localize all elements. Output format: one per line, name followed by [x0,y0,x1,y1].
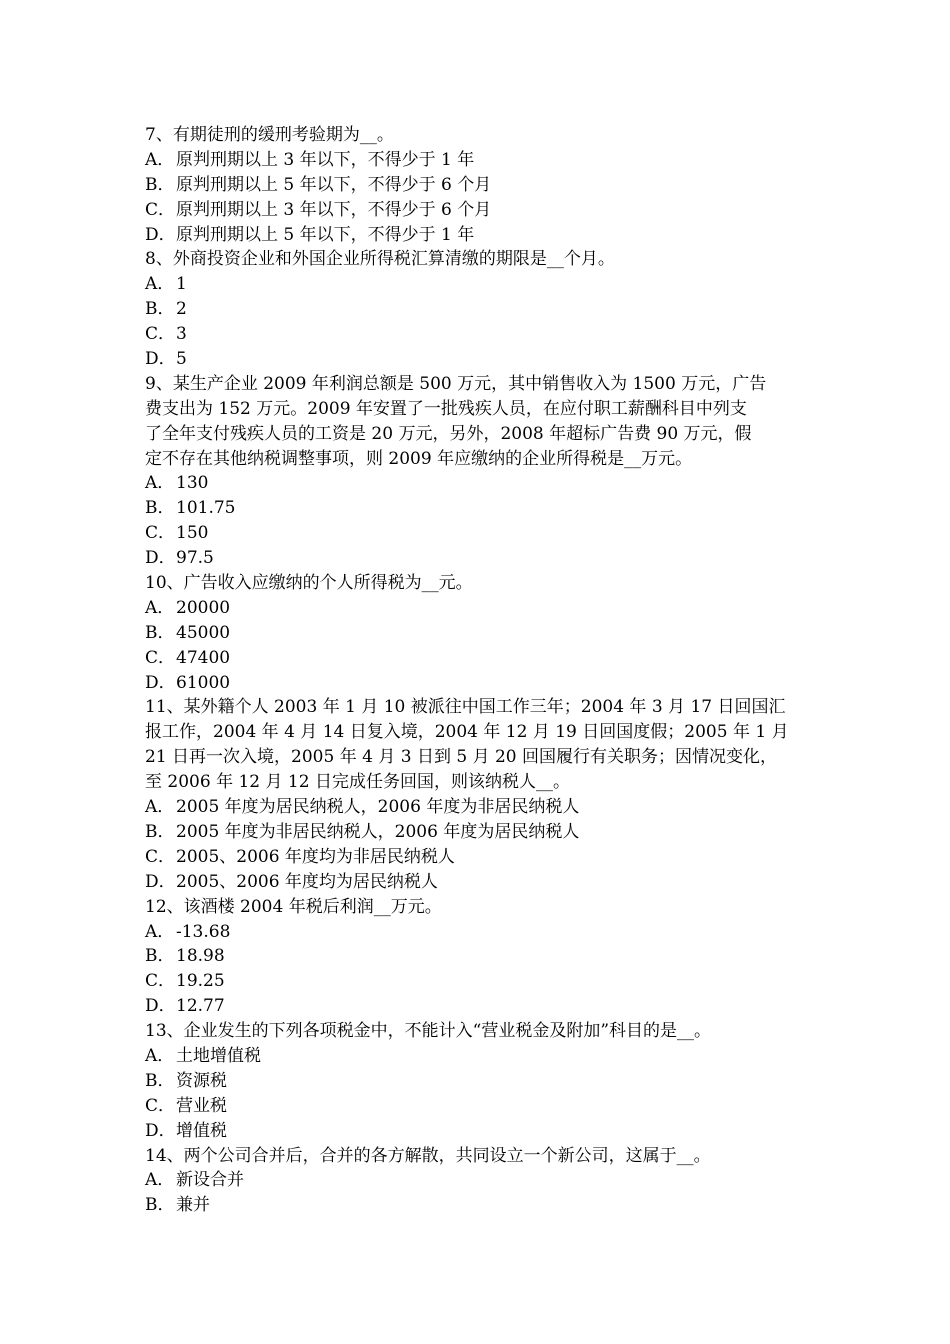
option-letter: D． [145,224,176,245]
option-d [145,1119,805,1144]
option-a [145,1168,805,1193]
question-7 [145,123,805,247]
question-stem-line: 报工作，2004 年 4 月 14 日复入境，2004 年 12 月 19 日回国度假；2005 年 1 月 [145,722,789,743]
question-11 [145,695,805,894]
option-c [145,845,805,870]
question-stem-line: 费支出为 152 万元。2009 年安置了一批残疾人员，在应付职工薪酬科目中列支 [145,398,747,419]
option-text: 土地增值税 [176,1045,261,1066]
option-d [145,870,805,895]
option-text: 3 [176,324,187,345]
option-letter: D． [145,548,176,569]
option-letter: B． [145,1195,175,1216]
option-text: 20000 [176,597,231,618]
option-text: 1 [176,274,187,295]
option-a [145,148,805,173]
question-stem: 13、企业发生的下列各项税金中，不能计入“营业税金及附加”科目的是__。 [145,1021,712,1042]
question-10 [145,571,805,695]
option-c [145,1094,805,1119]
option-text: 5 [176,349,187,370]
option-letter: A． [145,921,175,942]
option-text: 47400 [176,647,231,668]
option-text: 12.77 [176,996,225,1017]
question-stem-line: 至 2006 年 12 月 12 日完成任务回国，则该纳税人__。 [145,772,570,793]
question-list [145,123,805,1218]
option-text: 原判刑期以上 3 年以下，不得少于 1 年 [176,149,475,170]
option-d [145,994,805,1019]
option-letter: B． [145,299,175,320]
option-text: 兼并 [176,1195,210,1216]
option-text: 18.98 [176,946,225,967]
option-text: 2005、2006 年度均为居民纳税人 [176,871,438,892]
option-letter: A． [145,597,175,618]
option-letter: C． [145,647,176,668]
option-letter: A． [145,274,175,295]
option-a [145,920,805,945]
option-b [145,820,805,845]
question-stem: 8、外商投资企业和外国企业所得税汇算清缴的期限是__个月。 [145,249,615,270]
option-text: 97.5 [176,548,214,569]
option-text: 原判刑期以上 3 年以下，不得少于 6 个月 [176,199,492,220]
question-stem-line: 了全年支付残疾人员的工资是 20 万元，另外，2008 年超标广告费 90 万元，假 [145,423,752,444]
option-text: 2005 年度为居民纳税人，2006 年度为非居民纳税人 [176,797,580,818]
question-12 [145,895,805,1019]
option-letter: C． [145,199,176,220]
option-c [145,646,805,671]
option-letter: A． [145,473,175,494]
option-a [145,471,805,496]
option-letter: B． [145,498,175,519]
option-b [145,1069,805,1094]
option-text: 新设合并 [176,1170,244,1191]
question-stem-line: 定不存在其他纳税调整事项，则 2009 年应缴纳的企业所得税是__万元。 [145,448,693,469]
option-text: 2005 年度为非居民纳税人，2006 年度为居民纳税人 [176,821,580,842]
option-text: 150 [176,523,209,544]
option-text: 原判刑期以上 5 年以下，不得少于 6 个月 [176,174,492,195]
question-stem-line: 21 日再一次入境，2005 年 4 月 3 日到 5 月 20 回国履行有关职务；因情况变化， [145,747,778,768]
option-d [145,347,805,372]
option-text: 增值税 [176,1120,227,1141]
option-text: 101.75 [176,498,236,519]
question-13 [145,1019,805,1143]
option-b [145,496,805,521]
option-c [145,198,805,223]
option-text: 原判刑期以上 5 年以下，不得少于 1 年 [176,224,475,245]
question-stem: 12、该酒楼 2004 年税后利润__万元。 [145,896,442,917]
option-letter: A． [145,149,175,170]
option-letter: A． [145,1170,175,1191]
question-stem: 10、广告收入应缴纳的个人所得税为__元。 [145,573,473,594]
option-d [145,671,805,696]
option-letter: B． [145,821,175,842]
question-stem-line: 9、某生产企业 2009 年利润总额是 500 万元，其中销售收入为 1500 万元，广告 [145,373,767,394]
option-letter: A． [145,1045,175,1066]
option-text: 2 [176,299,187,320]
question-14 [145,1144,805,1219]
option-letter: A． [145,797,175,818]
option-letter: D． [145,672,176,693]
option-b [145,1193,805,1218]
option-letter: B． [145,622,175,643]
option-a [145,1044,805,1069]
option-c [145,322,805,347]
option-letter: C． [145,846,176,867]
option-b [145,297,805,322]
option-b [145,621,805,646]
option-letter: D． [145,349,176,370]
option-letter: B． [145,946,175,967]
question-9 [145,372,805,571]
option-letter: C． [145,971,176,992]
option-text: 19.25 [176,971,225,992]
option-b [145,944,805,969]
option-text: 2005、2006 年度均为非居民纳税人 [176,846,455,867]
option-c [145,969,805,994]
option-letter: D． [145,1120,176,1141]
option-letter: C． [145,523,176,544]
question-8 [145,247,805,371]
option-a [145,795,805,820]
option-b [145,173,805,198]
option-text: 130 [176,473,209,494]
option-letter: D． [145,871,176,892]
option-text: 资源税 [176,1070,227,1091]
option-letter: D． [145,996,176,1017]
option-text: -13.68 [176,921,231,942]
option-d [145,223,805,248]
option-text: 45000 [176,622,231,643]
option-letter: C． [145,324,176,345]
option-letter: B． [145,174,175,195]
option-text: 营业税 [176,1095,227,1116]
option-d [145,546,805,571]
option-letter: C． [145,1095,176,1116]
question-stem-line: 11、某外籍个人 2003 年 1 月 10 被派往中国工作三年；2004 年 3 月 17 日回国汇 [145,697,786,718]
option-a [145,596,805,621]
option-letter: B． [145,1070,175,1091]
option-a [145,272,805,297]
question-stem: 7、有期徒刑的缓刑考验期为__。 [145,125,394,145]
option-c [145,521,805,546]
option-text: 61000 [176,672,231,693]
question-stem: 14、两个公司合并后，合并的各方解散，共同设立一个新公司，这属于__。 [145,1145,711,1166]
